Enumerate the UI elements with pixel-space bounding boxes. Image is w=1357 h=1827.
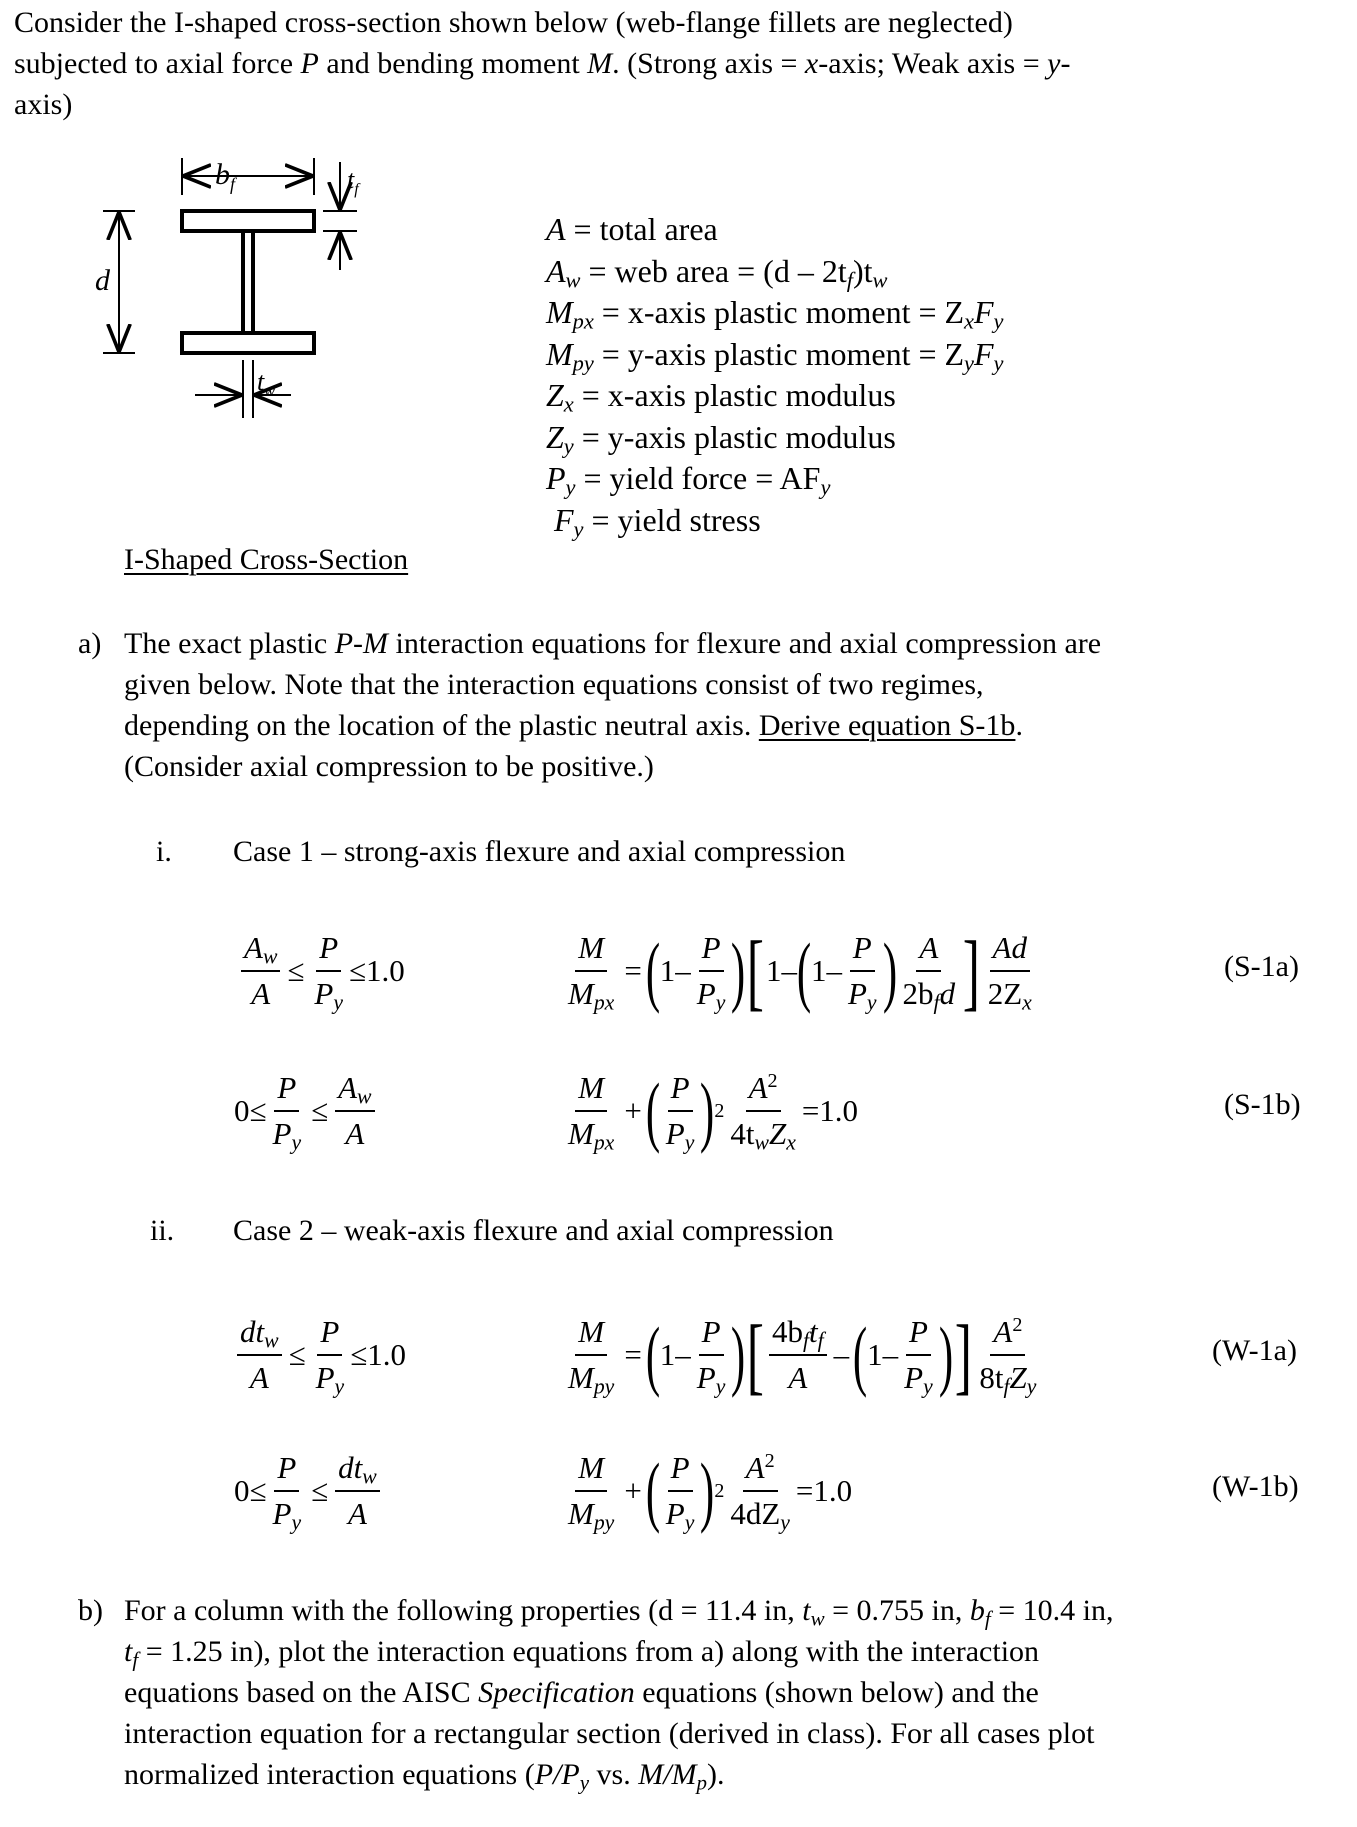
intro-line-3: axis): [14, 88, 73, 121]
case1-number: i.: [156, 835, 172, 868]
w1a-condition: $dt_w$ A ≤ $\frac{P}{P_y}$ ≤1.0: [234, 1312, 406, 1398]
bf-label: $b_f$: [215, 158, 236, 194]
definitions-list: [546, 209, 1004, 541]
intro-paragraph: [14, 2, 1344, 125]
def-zx: $Z_x$ = x-axis plastic modulus: [546, 377, 896, 417]
figure-caption: I-Shaped Cross-Section: [124, 543, 409, 576]
part-a-paragraph: The exact plastic P-M interaction equations for flexure and axial compression are given below. Note that the interaction equations consist of two regimes, depending on the location of the plastic neutral axis. Derive equation S-1b. (Consider axial compression to be positive.): [124, 627, 1102, 783]
w1b-condition: 0≤ $\frac{P}{P_y}$ ≤ $dt_w$ A: [234, 1448, 383, 1534]
derive-equation-link: Derive equation S-1b: [758, 709, 1016, 742]
def-py: $P_y$ = yield force = $AF_y$: [546, 460, 831, 500]
def-zy: $Z_y$ = y-axis plastic modulus: [546, 418, 896, 459]
tw-label: $t_w$: [257, 367, 275, 400]
i-beam-shape: [182, 211, 314, 353]
eq-label-w1a: (W-1a): [1212, 1334, 1297, 1367]
d-label: d: [95, 264, 110, 297]
s1b-condition: 0≤ $\frac{P}{P_y}$ ≤ $\frac{A_w}{A}$: [234, 1068, 378, 1154]
part-a-label: a): [78, 627, 102, 660]
w1b-equation: M $M_{py}$ + ( P $P_y$ ) 2 $A^2$ $4dZ_y$ =1.0: [568, 1447, 853, 1535]
bf-dimension: [182, 158, 314, 195]
def-total-area: A = total area: [546, 211, 718, 247]
tw-dimension: [195, 360, 291, 418]
part-b-label: b): [78, 1594, 103, 1627]
tf-label: $t_f$: [347, 165, 359, 198]
def-web-area: $A_w$ = web area = $(d - 2t_f)t_w$: [546, 252, 888, 293]
s1b-equation: M $M_{px}$ + ( P $P_y$ ) 2 $A^2$ $4t_wZ_x$ =1.0: [568, 1067, 859, 1155]
case2-title: Case 2 – weak-axis flexure and axial compression: [233, 1214, 834, 1247]
s1a-equation: M $M_{px}$ = ( 1– P $P_y$ ) [ 1– ( 1– P $P_y$ ) A $2b_fd$ ] Ad $2Z_x$: [568, 923, 1032, 1019]
intro-line-1: Consider the I-shaped cross-section shown below (web-flange fillets are neglected): [14, 6, 1013, 39]
def-mpx: $M_{px}$ = x-axis plastic moment = $Z_xF_y$: [546, 294, 1004, 334]
w1a-equation: M $M_{py}$ = ( 1– P $P_y$ ) [ $4b_ft_f$ A – ( 1– P $P_y$ ) ] $A^2$ $8t_fZ_y$: [568, 1307, 1037, 1403]
case1-title: Case 1 – strong-axis flexure and axial compression: [233, 835, 846, 868]
i-section-diagram: [95, 150, 425, 490]
def-mpy: $M_{py}$ = y-axis plastic moment = $Z_yF_y$: [546, 335, 1004, 376]
eq-label-w1b: (W-1b): [1212, 1470, 1299, 1503]
s1a-condition: $\frac{A_w}{A}$ ≤ $\frac{P}{P_y}$ ≤1.0: [238, 928, 405, 1014]
part-b-paragraph: For a column with the following properties (d = 11.4 in, $t_w = 0.755$ in, $b_f = 10.4$ in, $t_f = 1.25$ in), plot the interaction equations from a) along with the interaction equations based on the AISC Specification equations (shown below) and the interaction equation for a rectangular section (derived in class). For all cases plot normalized interaction equations ($P/P_y$ vs. $M/M_p$).: [124, 1594, 1114, 1795]
eq-label-s1b: (S-1b): [1224, 1088, 1301, 1121]
def-fy: $F_y$ = yield stress: [554, 501, 761, 542]
eq-label-s1a: (S-1a): [1224, 950, 1299, 983]
intro-line-2: subjected to axial force P and bending moment M. (Strong axis = x-axis; Weak axis = y-: [14, 47, 1071, 80]
case2-number: ii.: [150, 1214, 175, 1247]
